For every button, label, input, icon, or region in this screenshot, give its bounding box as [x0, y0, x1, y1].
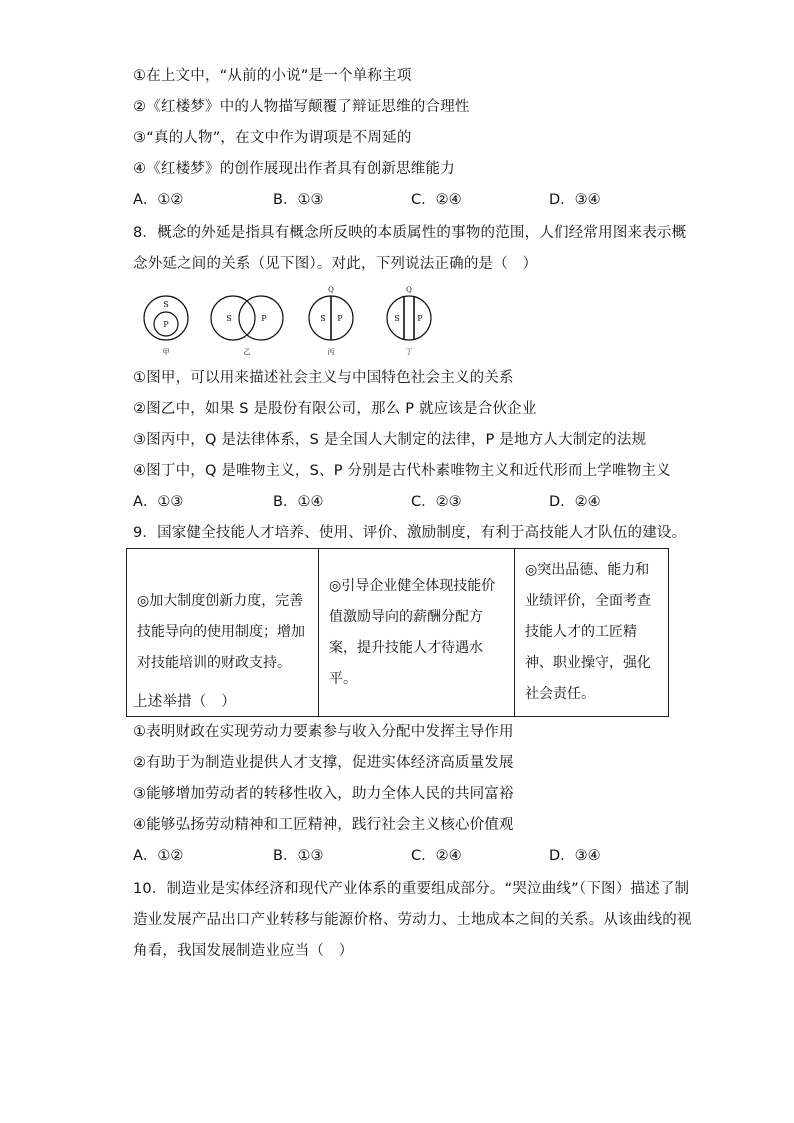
bing-right-label: P [337, 314, 343, 323]
q9-stem: 9．国家健全技能人才培养、使用、评价、激励制度，有利于高技能人才队伍的建设。 [133, 525, 687, 541]
q7-option-c: C．②④ [411, 192, 462, 208]
q9-statement-4: ④能够弘扬劳动精神和工匠精神，践行社会主义核心价值观 [133, 817, 514, 833]
q7-option-d: D．③④ [549, 192, 601, 208]
bing-left-label: S [320, 314, 326, 323]
diagram-yi [211, 296, 283, 356]
jia-inner-label: P [163, 320, 169, 329]
q7-statement-2: ②《红楼梦》中的人物描写颠覆了辩证思维的合理性 [133, 99, 470, 115]
diagram-jia [144, 296, 188, 356]
ding-left-label: S [394, 314, 400, 323]
yi-right-label: P [261, 314, 267, 323]
q7-statement-1: ①在上文中，“从前的小说”是一个单称主项 [133, 68, 412, 84]
ding-caption: 丁 [405, 348, 413, 356]
yi-left-label: S [226, 314, 232, 323]
concept-extension-diagram [133, 282, 453, 360]
q8-stem-line-1: 8．概念的外延是指具有概念所反映的本质属性的事物的范围，人们经常用图来表示概 [133, 225, 687, 241]
q7-statement-3: ③“真的人物”，在文中作为谓项是不周延的 [133, 130, 412, 146]
diagram-bing [309, 286, 353, 356]
q10-stem-line-2: 造业发展产品出口产业转移与能源价格、劳动力、土地成本之间的关系。从该曲线的视 [133, 912, 692, 928]
q10-stem-line-1: 10．制造业是实体经济和现代产业体系的重要组成部分。“哭泣曲线”（下图）描述了制 [133, 881, 690, 897]
bing-caption: 丙 [327, 348, 335, 356]
measure-cell-2: ◎引导企业健全体现技能价值激励导向的薪酬分配方案，提升技能人才待遇水平。 [319, 549, 515, 717]
ding-top-label: Q [406, 286, 412, 294]
q8-options [133, 492, 673, 512]
q8-option-c: C．②③ [411, 494, 462, 510]
q9-statement-3: ③能够增加劳动者的转移性收入，助力全体人民的共同富裕 [133, 786, 514, 802]
q9-option-a: A．①② [133, 848, 184, 864]
q9-option-b: B．①③ [273, 848, 324, 864]
q8-statement-4: ④图丁中，Q 是唯物主义，S、P 分别是古代朴素唯物主义和近代形而上学唯物主义 [133, 463, 671, 479]
q9-statement-2: ②有助于为制造业提供人才支撑，促进实体经济高质量发展 [133, 755, 514, 771]
ding-right-label: P [417, 314, 423, 323]
diagram-ding [387, 286, 431, 356]
q9-options [133, 846, 673, 866]
q7-option-a: A．①② [133, 192, 184, 208]
yi-caption: 乙 [243, 348, 251, 356]
q8-statement-1: ①图甲，可以用来描述社会主义与中国特色社会主义的关系 [133, 370, 514, 386]
jia-outer-label: S [163, 300, 169, 309]
q9-option-c: C．②④ [411, 848, 462, 864]
q9-prompt: 上述举措（ ） [133, 694, 236, 710]
q8-statement-2: ②图乙中，如果 S 是股份有限公司，那么 P 就应该是合伙企业 [133, 401, 537, 417]
q8-option-d: D．②④ [549, 494, 601, 510]
measure-cell-3: ◎突出品德、能力和业绩评价，全面考查技能人才的工匠精神、职业操守，强化社会责任。 [515, 549, 669, 717]
q9-option-d: D．③④ [549, 848, 601, 864]
q7-options [133, 190, 673, 210]
bing-top-label: Q [328, 286, 334, 294]
q8-statement-3: ③图丙中，Q 是法律体系，S 是全国人大制定的法律，P 是地方人大制定的法规 [133, 432, 647, 448]
q9-statement-1: ①表明财政在实现劳动力要素参与收入分配中发挥主导作用 [133, 724, 514, 740]
q7-statement-4: ④《红楼梦》的创作展现出作者具有创新思维能力 [133, 161, 455, 177]
q8-option-b: B．①④ [273, 494, 324, 510]
q8-stem-line-2: 念外延之间的关系（见下图）。对此，下列说法正确的是（ ） [133, 256, 538, 272]
q8-option-a: A．①③ [133, 494, 184, 510]
q7-option-b: B．①③ [273, 192, 324, 208]
jia-caption: 甲 [162, 348, 170, 356]
measure-cell-1: ◎加大制度创新力度，完善技能导向的使用制度；增加对技能培训的财政支持。 [127, 549, 319, 717]
q10-stem-line-3: 角看，我国发展制造业应当（ ） [133, 943, 354, 959]
